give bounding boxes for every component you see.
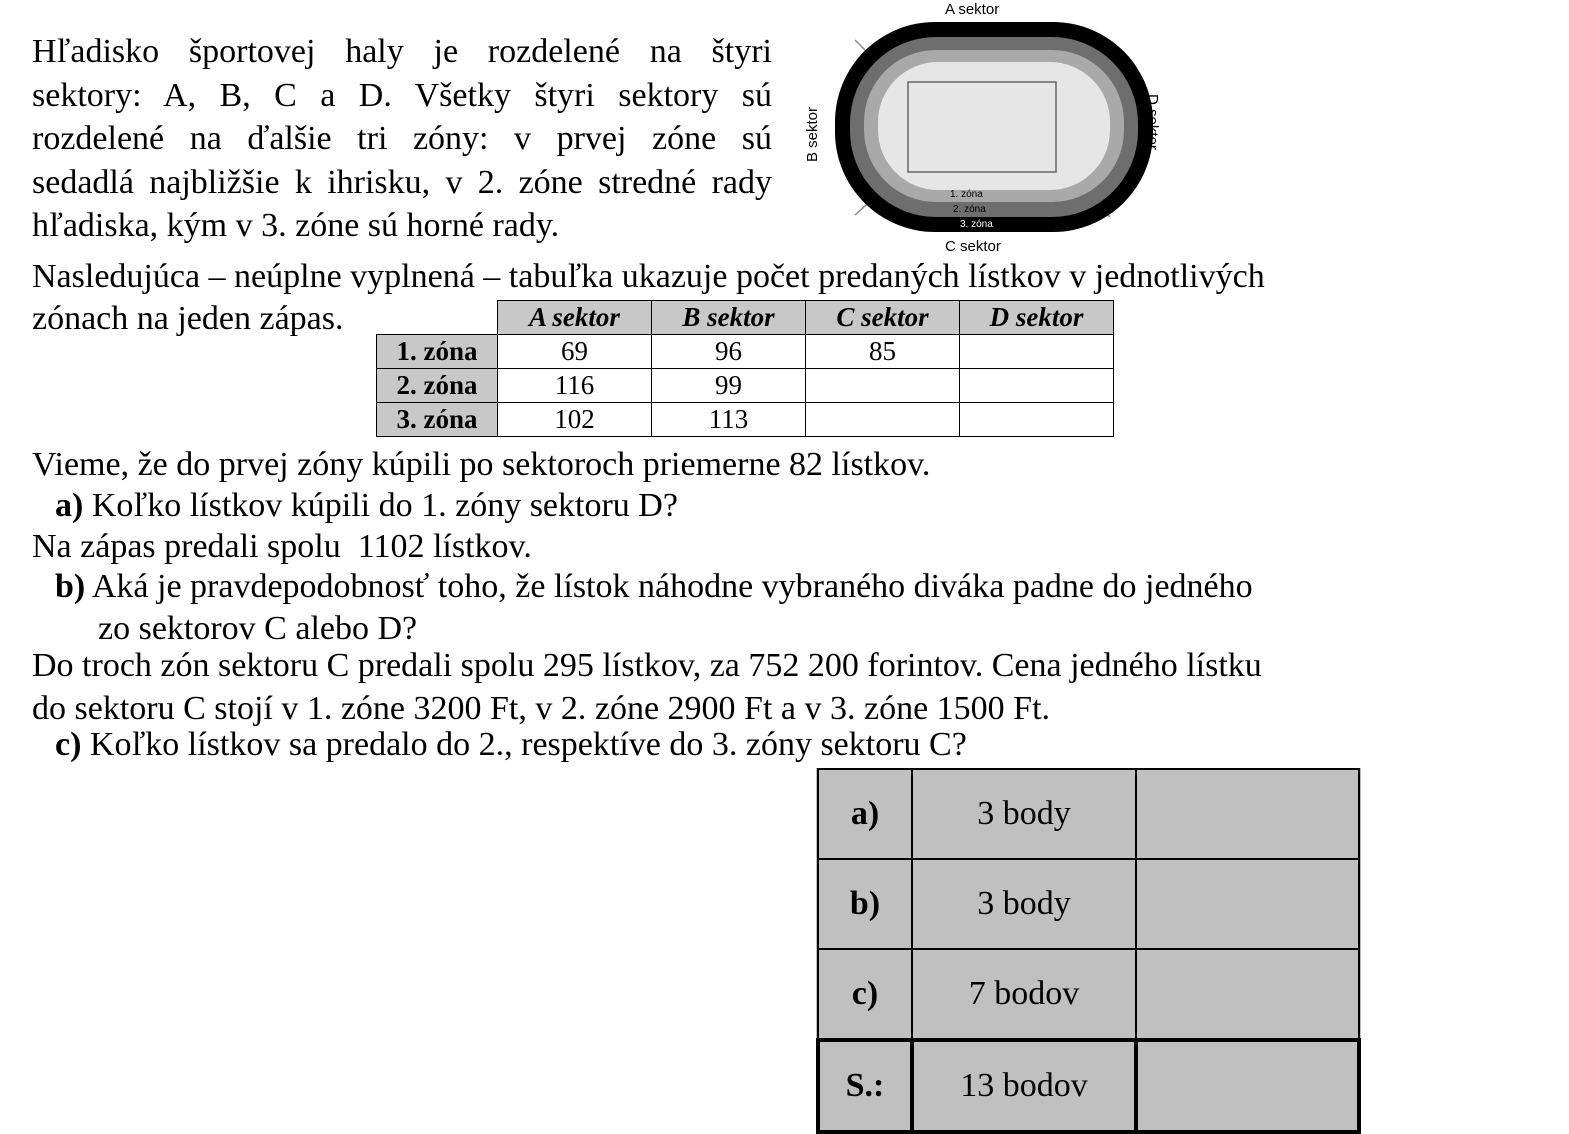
row-header: 1. zóna <box>377 335 498 369</box>
intro-paragraph <box>32 30 772 248</box>
row-header: 3. zóna <box>377 403 498 437</box>
score-label: S.: <box>818 1040 912 1132</box>
sector-a-label: A sektor <box>945 1 1000 18</box>
zone-1-label: 1. zóna <box>950 189 983 200</box>
court <box>908 82 1056 172</box>
score-table <box>816 768 1361 1134</box>
table-cell: 102 <box>498 403 652 437</box>
question-text: Koľko lístkov kúpili do 1. zóny sektoru D? <box>91 487 678 524</box>
table-intro-line-1: Nasledujúca – neúplne vyplnená – tabuľka ukazuje počet predaných lístkov v jednotlivých <box>32 258 1265 295</box>
table-cell: 96 <box>652 335 806 369</box>
sector-d-label: D sektor <box>1144 94 1161 150</box>
table-cell: 69 <box>498 335 652 369</box>
question-label: c) <box>55 726 82 763</box>
score-row <box>818 859 1359 949</box>
score-row <box>818 769 1359 859</box>
average-statement: Vieme, že do prvej zóny kúpili po sektoroch priemerne 82 lístkov. <box>32 446 931 483</box>
score-blank-cell <box>1136 1040 1359 1132</box>
question-text: Koľko lístkov sa predalo do 2., respektíve do 3. zóny sektoru C? <box>89 726 967 763</box>
score-row <box>818 949 1359 1040</box>
question-a <box>55 485 678 527</box>
column-header: D sektor <box>960 301 1114 335</box>
table-cell: 99 <box>652 369 806 403</box>
table-row <box>377 369 1114 403</box>
table-row <box>377 403 1114 437</box>
question-b-continued: zo sektorov C alebo D? <box>98 610 418 647</box>
table-cell: 113 <box>652 403 806 437</box>
column-header: C sektor <box>806 301 960 335</box>
table-cell <box>960 369 1114 403</box>
table-corner <box>377 301 498 335</box>
table-cell <box>806 369 960 403</box>
row-header: 2. zóna <box>377 369 498 403</box>
intro-line: sektory: A, B, C a D. Všetky štyri sektory sú <box>32 76 772 114</box>
question-b <box>55 566 1253 608</box>
score-label: a) <box>818 769 912 859</box>
table-intro-line-2: zónach na jeden zápas. <box>32 300 344 337</box>
score-blank-cell <box>1136 859 1359 949</box>
table-cell <box>960 335 1114 369</box>
score-blank-cell <box>1136 949 1359 1040</box>
table-header-row <box>377 301 1114 335</box>
table-cell <box>806 403 960 437</box>
zone-2-label: 2. zóna <box>953 204 986 215</box>
zone-3-label: 3. zóna <box>960 219 993 230</box>
intro-line: hľadiska, kým v 3. zóne sú horné rady. <box>32 207 560 244</box>
question-label: b) <box>55 568 86 605</box>
sector-c-statement-line-2: do sektoru C stojí v 1. zóne 3200 Ft, v 2. zóne 2900 Ft a v 3. zóne 1500 Ft. <box>32 690 1051 727</box>
table-row <box>377 335 1114 369</box>
intro-line: sedadlá najbližšie k ihrisku, v 2. zóne stredné rady <box>32 163 772 201</box>
tickets-table <box>376 300 1114 437</box>
sector-c-label: C sektor <box>945 238 1001 255</box>
score-blank-cell <box>1136 769 1359 859</box>
score-total-row <box>818 1040 1359 1132</box>
score-points: 3 body <box>912 769 1136 859</box>
table-cell: 85 <box>806 335 960 369</box>
intro-line: rozdelené na ďalšie tri zóny: v prvej zóne sú <box>32 120 772 157</box>
question-c <box>55 724 967 766</box>
intro-line: Hľadisko športovej haly je rozdelené na štyri <box>32 33 772 70</box>
total-statement: Na zápas predali spolu 1102 lístkov. <box>32 528 532 565</box>
table-cell <box>960 403 1114 437</box>
score-label: b) <box>818 859 912 949</box>
question-label: a) <box>55 487 84 524</box>
sector-b-label: B sektor <box>804 106 821 162</box>
score-label: c) <box>818 949 912 1040</box>
question-text: Aká je pravdepodobnosť toho, že lístok náhodne vybraného diváka padne do jedného <box>91 568 1253 605</box>
column-header: B sektor <box>652 301 806 335</box>
stadium-diagram <box>800 0 1180 262</box>
column-header: A sektor <box>498 301 652 335</box>
sector-c-statement-line-1: Do troch zón sektoru C predali spolu 295 lístkov, za 752 200 forintov. Cena jedného lístku <box>32 647 1262 684</box>
score-points: 13 bodov <box>912 1040 1136 1132</box>
score-points: 7 bodov <box>912 949 1136 1040</box>
score-points: 3 body <box>912 859 1136 949</box>
table-cell: 116 <box>498 369 652 403</box>
